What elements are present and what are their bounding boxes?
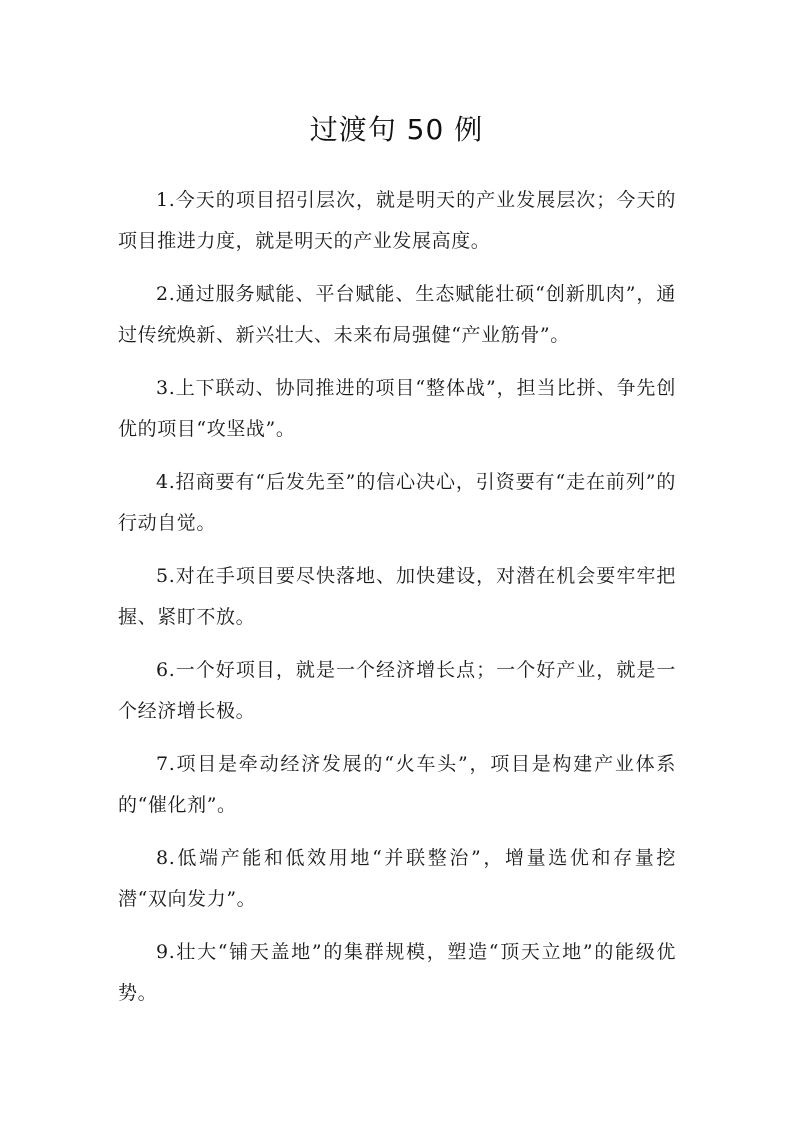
paragraph-7: 7.项目是牵动经济发展的“火车头”，项目是构建产业体系的“催化剂”。 xyxy=(118,753,676,816)
paragraph-4: 4.招商要有“后发先至”的信心决心，引资要有“走在前列”的行动自觉。 xyxy=(118,471,676,534)
paragraph-8: 8.低端产能和低效用地“并联整治”，增量选优和存量挖潜“双向发力”。 xyxy=(118,847,676,910)
paragraph-3: 3.上下联动、协同推进的项目“整体战”，担当比拼、争先创优的项目“攻坚战”。 xyxy=(118,377,676,440)
paragraph-2: 2.通过服务赋能、平台赋能、生态赋能壮硕“创新肌肉”，通过传统焕新、新兴壮大、未来布局强健“产业筋骨”。 xyxy=(118,283,676,346)
paragraph-9: 9.壮大“铺天盖地”的集群规模，塑造“顶天立地”的能级优势。 xyxy=(118,941,676,1004)
paragraph-5: 5.对在手项目要尽快落地、加快建设，对潜在机会要牢牢把握、紧盯不放。 xyxy=(118,565,676,628)
paragraph-6: 6.一个好项目，就是一个经济增长点；一个好产业，就是一个经济增长极。 xyxy=(118,659,676,722)
document-title: 过渡句 50 例 xyxy=(309,113,484,146)
document-body xyxy=(118,180,676,1026)
paragraph-1: 1.今天的项目招引层次，就是明天的产业发展层次；今天的项目推进力度，就是明天的产业发展高度。 xyxy=(118,189,676,252)
